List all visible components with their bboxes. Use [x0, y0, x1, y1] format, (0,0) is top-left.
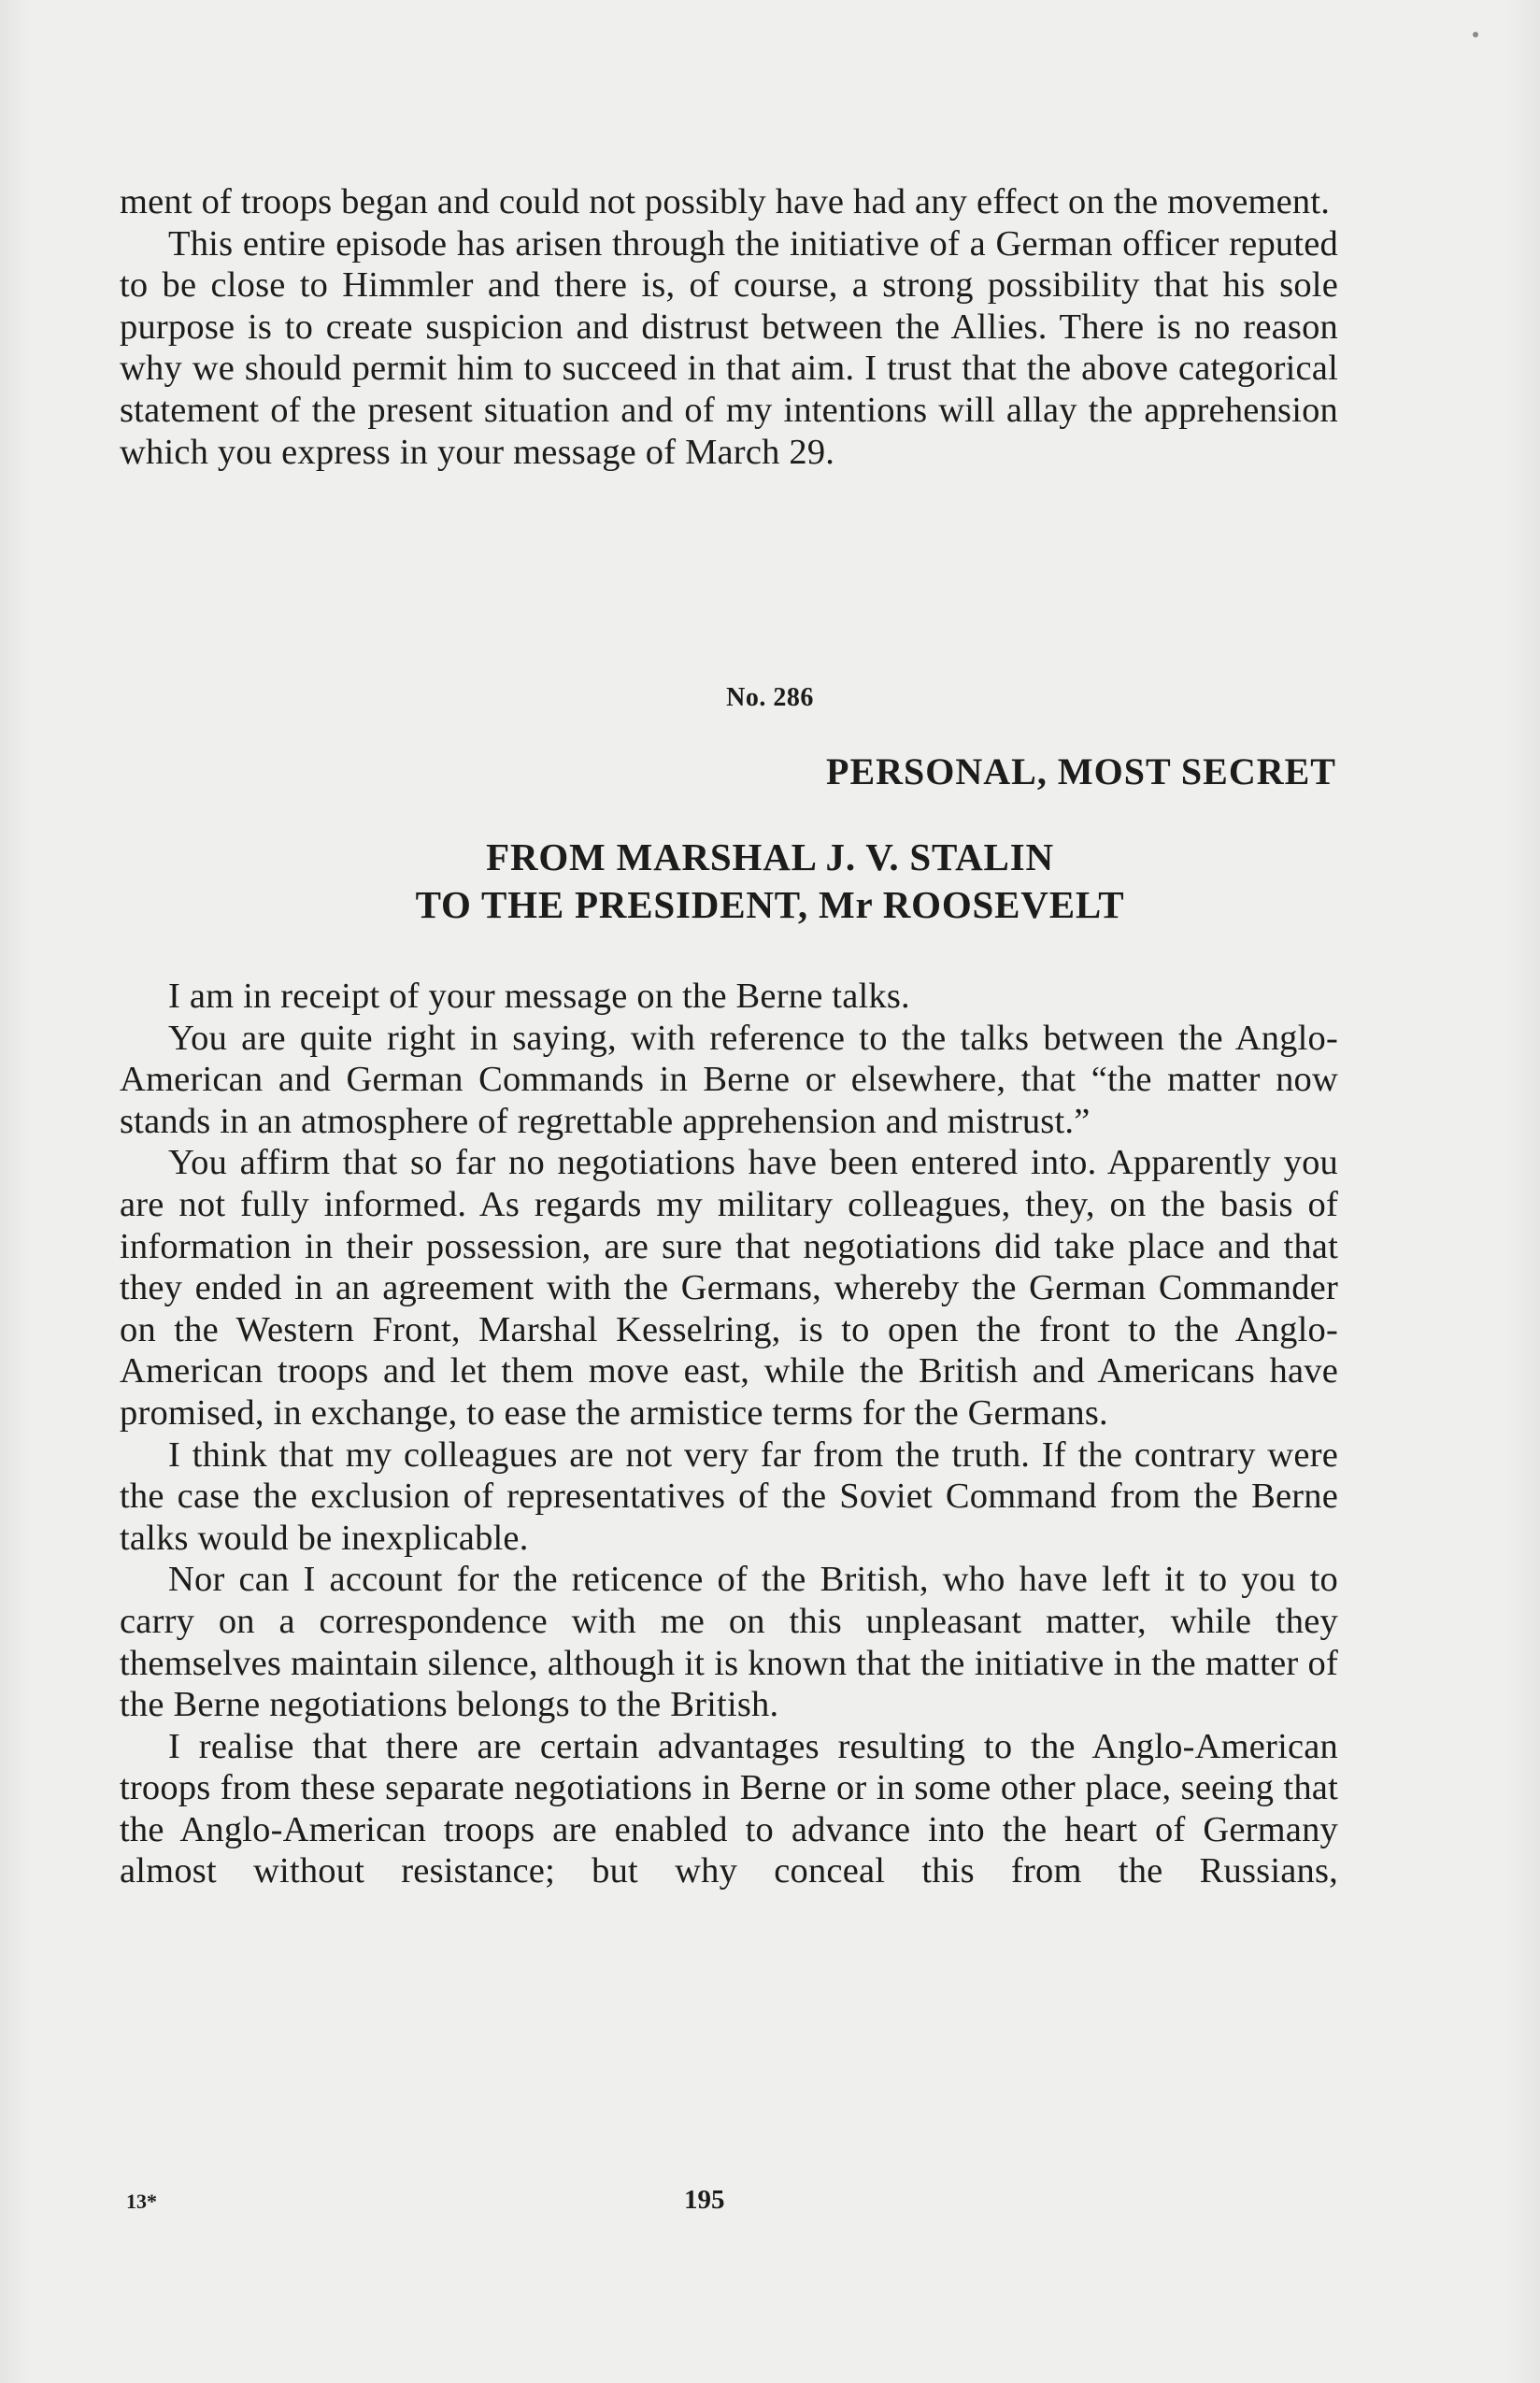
continuation-paragraph: This entire episode has arisen through the initiative of a German officer reputed to be close to Himmler and there is, of course, a strong possibility that his sole purpose is to create suspicion and distrust between the Allies. There is no reason why we should permit him to succeed in that aim. I trust that the above categorical statement of the present situation and of my intentions will allay the apprehension which you express in your message of March 29. [120, 223, 1338, 472]
body-paragraph: You affirm that so far no negotiations have been entered into. Apparently you are not fully informed. As regards my military colleagues, they, on the basis of information in their possession, are sure that negotiations did take place and that they ended in an agreement with the Germans, whereby the German Commander on the Western Front, Marshal Kesselring, is to open the front to the Anglo-American troops and let them move east, while the British and Americans have promised, in exchange, to ease the armistice terms for the Germans. [120, 1143, 1338, 1433]
continuation-text [120, 181, 1338, 473]
continuation-paragraph: ment of troops began and could not possibly have had any effect on the movement. [120, 182, 1331, 221]
signature-mark: 13* [126, 2190, 157, 2213]
heading-to-line: TO THE PRESIDENT, Mr ROOSEVELT [415, 883, 1125, 926]
paper-speck [1473, 32, 1478, 37]
letter-body [120, 976, 1338, 1892]
body-paragraph: You are quite right in saying, with reference to the talks between the Anglo-American and German Commands in Berne or elsewhere, that “the matter now stands in an atmosphere of regrettable apprehension and mistrust.” [120, 1018, 1338, 1141]
body-paragraph: I am in receipt of your message on the Berne talks. [168, 977, 910, 1016]
heading-from-line: FROM MARSHAL J. V. STALIN [486, 835, 1054, 878]
document-number: No. 286 [726, 683, 814, 712]
body-paragraph: Nor can I account for the reticence of the British, who have left it to you to carry on a correspondence with me on this unpleasant matter, while they themselves maintain silence, although it is known that the initiative in the matter of the Berne negotiations belongs to the British. [120, 1560, 1338, 1725]
body-paragraph: I think that my colleagues are not very far from the truth. If the contrary were the case the exclusion of representatives of the Soviet Command from the Berne talks would be inexplicable. [120, 1434, 1338, 1558]
classification-label: PERSONAL, MOST SECRET [826, 750, 1336, 792]
letter-heading [0, 834, 1540, 929]
body-paragraph: I realise that there are certain advantages resulting to the Anglo-American troops from these separate negotiations in Berne or in some other place, seeing that the Anglo-American troops are enabled to advance into the heart of Germany almost without resistance; but why conceal this from the Russians, [120, 1726, 1338, 1891]
page-number: 195 [684, 2185, 725, 2215]
